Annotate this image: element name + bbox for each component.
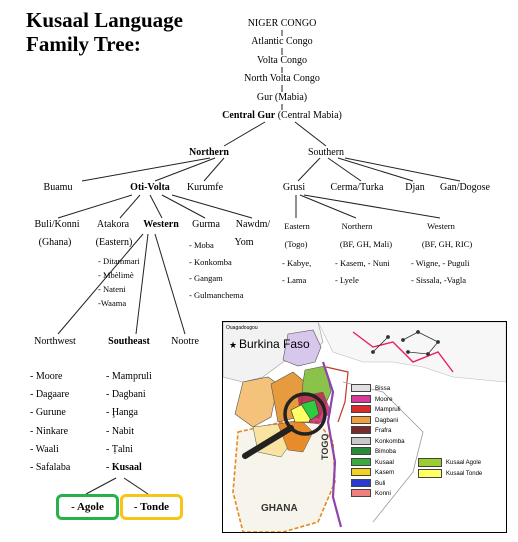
legend-swatch (418, 458, 442, 467)
list-item: - Kabye, (282, 258, 312, 268)
list-item: - Gurune (30, 407, 66, 419)
node-volta-congo: Volta Congo (256, 55, 308, 66)
sub-legend-item-tonde: Kusaal Tonde (418, 469, 482, 480)
node-grusi-northern: Northern (341, 221, 373, 231)
list-item: - Ninkare (30, 425, 69, 437)
title-line-1: Kusaal Language (26, 8, 183, 32)
list-item-kusaal: - Kusaal (106, 462, 142, 474)
list-item: - Safalaba (30, 462, 71, 474)
map-label-ghana: GHANA (261, 503, 298, 514)
node-gan-dogose: Gan/Dogose (440, 182, 490, 193)
legend-swatch (351, 405, 371, 413)
legend-item-konni: Konni (351, 489, 405, 500)
list-item: -Waama (98, 298, 127, 308)
legend-item-konkomba: Konkomba (351, 437, 405, 448)
node-grusi-western-sub: (BF, GH, RIC) (421, 239, 473, 249)
list-item: - Moba (189, 240, 214, 250)
legend-swatch (418, 469, 442, 478)
map-label-burkina-faso: Burkina Faso (239, 337, 310, 351)
legend-swatch (351, 437, 371, 445)
node-buli-konni: Buli/Konni (34, 219, 80, 230)
node-nawdm: Nawdm/ (235, 219, 271, 230)
legend-item-dagbani: Dagbani (351, 416, 405, 427)
node-buamu: Buamu (43, 182, 73, 193)
legend-swatch (351, 395, 371, 403)
node-western: Western (143, 219, 179, 230)
node-central-gur (222, 110, 342, 121)
node-southern: Southern (307, 147, 345, 158)
legend-swatch (351, 458, 371, 466)
grusi-eastern-language-list (282, 255, 311, 289)
node-atakora-sub: (Eastern) (95, 237, 133, 248)
node-kurumfe: Kurumfe (186, 182, 224, 193)
node-north-volta-congo: North Volta Congo (244, 73, 320, 84)
map-label-togo: TOGO (320, 433, 330, 460)
southeast-language-list (106, 368, 152, 477)
node-niger-congo: NIGER CONGO (247, 18, 317, 29)
node-atlantic-congo: Atlantic Congo (251, 36, 313, 47)
node-grusi-eastern-sub: (Togo) (284, 239, 308, 249)
node-buli-konni-sub: (Ghana) (38, 237, 72, 248)
gurma-language-list (189, 237, 244, 303)
svg-text:★: ★ (229, 341, 238, 351)
legend-swatch (351, 426, 371, 434)
grusi-northern-language-list (335, 255, 390, 289)
list-item: - Kasem, - Nuni (335, 258, 390, 268)
legend-item-frafra: Frafra (351, 426, 405, 437)
legend-swatch (351, 489, 371, 497)
list-item: - Mampruli (106, 371, 152, 382)
legend-swatch (351, 416, 371, 424)
node-nootre: Nootre (171, 336, 199, 347)
list-item: - Ṭalni (106, 443, 133, 455)
node-grusi-western: Western (427, 221, 455, 231)
grusi-western-language-list (411, 255, 470, 289)
list-item: - Ditammari (98, 256, 140, 266)
legend-swatch (351, 468, 371, 476)
node-atakora: Atakora (96, 219, 130, 230)
map-legend (351, 384, 405, 500)
central-gur-rest: (Central Mabia) (277, 110, 342, 121)
node-grusi-northern-sub: (BF, GH, Mali) (339, 239, 393, 249)
list-item: - Mbèlimè (98, 270, 134, 280)
list-item: - Dagaare (30, 389, 70, 401)
tonde-box: - Tonde (120, 494, 183, 520)
map-label-ouagadougou: Ouagadougou (226, 325, 258, 331)
list-item: - Gangam (189, 273, 223, 283)
northwest-language-list (30, 368, 70, 477)
node-gurma: Gurma (192, 219, 220, 230)
atakora-language-list (98, 254, 140, 310)
node-northern: Northern (189, 147, 229, 158)
legend-item-moore: Moore (351, 395, 405, 406)
node-oti-volta: Oti-Volta (130, 182, 170, 193)
legend-swatch (351, 479, 371, 487)
list-item: - Lama (282, 275, 307, 285)
list-item: - Gulmanchema (189, 289, 244, 300)
legend-swatch (351, 384, 371, 392)
list-item: - Konkomba (189, 256, 232, 267)
node-cerma-turka: Cerma/Turka (330, 182, 384, 193)
node-grusi: Grusi (282, 182, 306, 193)
legend-item-kasem: Kasem (351, 468, 405, 479)
node-djan: Djan (405, 182, 425, 193)
list-item: - Waali (30, 443, 59, 455)
legend-swatch (351, 447, 371, 455)
list-item: - Dagbani (106, 389, 146, 401)
central-gur-bold: Central Gur (222, 110, 276, 121)
map-inset (222, 321, 507, 533)
map-sub-legend (418, 458, 482, 480)
agole-box: - Agole (56, 494, 119, 520)
list-item: - Moore (30, 371, 63, 382)
legend-item-mampruli: Mampruli (351, 405, 405, 416)
legend-item-bimoba: Bimoba (351, 447, 405, 458)
title-line-2: Family Tree: (26, 32, 141, 56)
node-grusi-eastern: Eastern (284, 221, 310, 231)
list-item: - Nabit (106, 425, 135, 437)
legend-item-buli: Buli (351, 479, 405, 490)
node-gur: Gur (Mabia) (256, 92, 308, 103)
legend-item-bissa: Bissa (351, 384, 405, 395)
list-item: - Sissala, -Vagla (411, 275, 467, 285)
list-item: - Wigne, - Puguli (411, 258, 470, 268)
list-item: - Nateni (98, 284, 126, 294)
node-northwest: Northwest (34, 336, 76, 347)
list-item: - Lyele (335, 275, 359, 285)
list-item: - Ḩanga (106, 407, 138, 419)
legend-item-kusaal: Kusaal (351, 458, 405, 469)
sub-legend-item-agole: Kusaal Agole (418, 458, 482, 469)
node-yom: Yom (234, 237, 254, 248)
node-southeast: Southeast (108, 336, 150, 347)
